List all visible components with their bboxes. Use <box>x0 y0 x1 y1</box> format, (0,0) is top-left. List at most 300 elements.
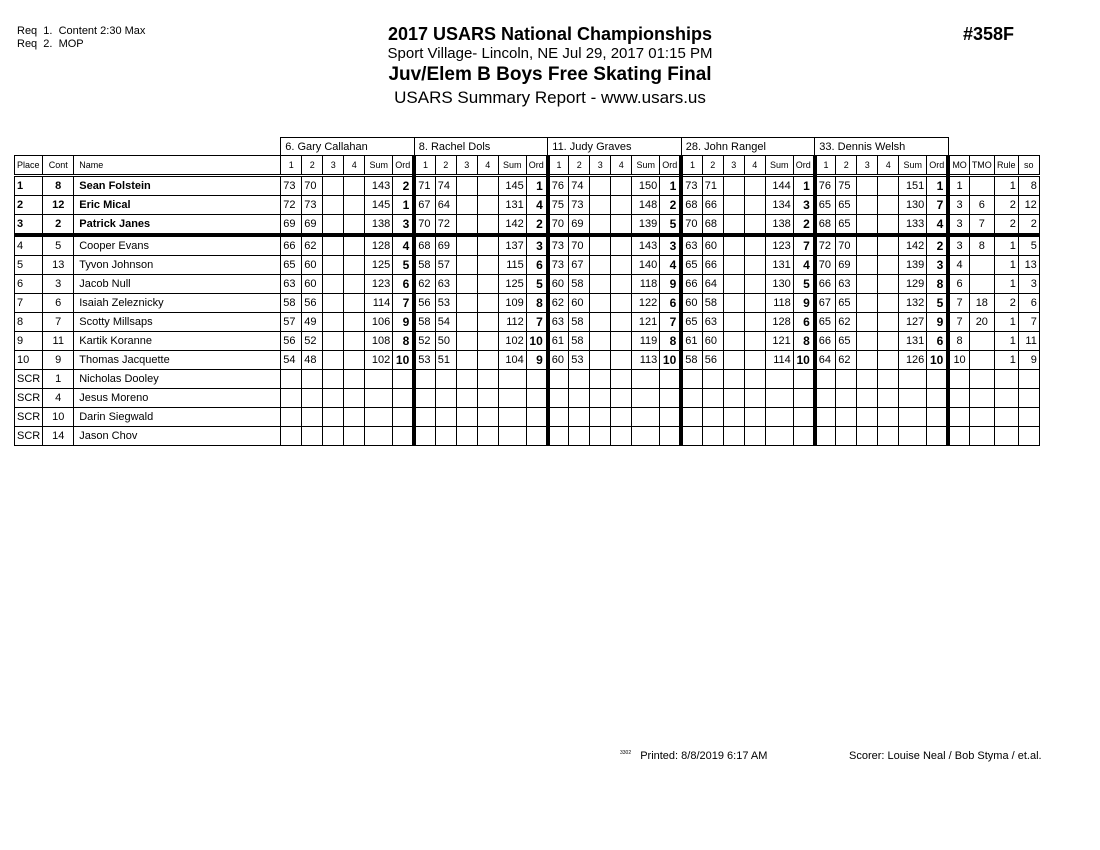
place: 3 <box>15 215 43 236</box>
place: 9 <box>15 332 43 351</box>
judge-sum: 138 <box>765 215 793 236</box>
judge-score <box>857 235 878 256</box>
judge-score: 52 <box>414 332 435 351</box>
judge-sum <box>365 427 393 446</box>
judge-score <box>456 351 477 370</box>
judge-score: 65 <box>681 313 702 332</box>
col-header-judge-2: 2 <box>302 156 323 176</box>
judge-score: 57 <box>281 313 302 332</box>
judge-score <box>836 370 857 389</box>
judge-score: 76 <box>815 176 836 196</box>
col-header-judge-2: 2 <box>569 156 590 176</box>
judge-score <box>323 176 344 196</box>
requirement-1: Req 1. Content 2:30 Max <box>17 25 146 37</box>
col-header-place: Place <box>15 156 43 176</box>
judge-score: 54 <box>281 351 302 370</box>
judge-name: 11. Judy Graves <box>548 138 682 156</box>
judge-score <box>611 196 632 215</box>
judge-score: 60 <box>569 294 590 313</box>
judge-score <box>323 351 344 370</box>
skater-row <box>15 215 1040 236</box>
judge-sum <box>365 389 393 408</box>
judge-ordinal: 8 <box>927 275 949 294</box>
judge-score <box>414 389 435 408</box>
judge-name: 28. John Rangel <box>681 138 815 156</box>
contestant-number: 8 <box>43 176 74 196</box>
skater-name: Sean Folstein <box>74 176 281 196</box>
judge-sum: 114 <box>765 351 793 370</box>
judge-ordinal: 4 <box>660 256 682 275</box>
judge-score: 57 <box>435 256 456 275</box>
judge-ordinal: 4 <box>927 215 949 236</box>
col-header-name: Name <box>74 156 281 176</box>
judge-score <box>611 313 632 332</box>
judge-score <box>857 275 878 294</box>
judge-sum <box>365 408 393 427</box>
skater-name: Jason Chov <box>74 427 281 446</box>
judge-score: 65 <box>836 215 857 236</box>
judge-score: 72 <box>281 196 302 215</box>
judge-score <box>435 427 456 446</box>
rule: 2 <box>994 294 1018 313</box>
skater-row <box>15 256 1040 275</box>
judge-score <box>723 313 744 332</box>
judge-ordinal: 1 <box>660 176 682 196</box>
judge-score <box>590 294 611 313</box>
judge-score <box>477 389 498 408</box>
judge-score: 63 <box>681 235 702 256</box>
judge-score <box>323 294 344 313</box>
judge-ordinal: 10 <box>526 332 548 351</box>
majority-ordinal: 6 <box>948 275 969 294</box>
judge-score <box>344 235 365 256</box>
judge-ordinal: 8 <box>393 332 415 351</box>
judge-score: 62 <box>302 235 323 256</box>
judge-sum: 139 <box>899 256 927 275</box>
judge-ordinal: 5 <box>660 215 682 236</box>
judge-score: 58 <box>281 294 302 313</box>
contestant-number: 11 <box>43 332 74 351</box>
judge-score: 56 <box>302 294 323 313</box>
judge-ordinal: 9 <box>927 313 949 332</box>
judge-score <box>744 408 765 427</box>
judge-score <box>878 389 899 408</box>
skating-order <box>1018 370 1039 389</box>
col-header-judge-ord: Ord <box>927 156 949 176</box>
judge-ordinal <box>526 370 548 389</box>
judge-score <box>456 294 477 313</box>
judge-sum: 131 <box>899 332 927 351</box>
judge-score <box>435 370 456 389</box>
majority-ordinal: 4 <box>948 256 969 275</box>
judge-sum: 125 <box>498 275 526 294</box>
col-header-cont: Cont <box>43 156 74 176</box>
judge-score: 60 <box>681 294 702 313</box>
judge-score <box>744 176 765 196</box>
judge-sum: 145 <box>365 196 393 215</box>
judge-score <box>857 256 878 275</box>
judge-sum <box>765 389 793 408</box>
judge-score <box>857 294 878 313</box>
judge-score <box>857 427 878 446</box>
judge-sum <box>632 389 660 408</box>
judge-score: 66 <box>281 235 302 256</box>
judge-score: 63 <box>702 313 723 332</box>
skater-row <box>15 196 1040 215</box>
judge-score: 65 <box>681 256 702 275</box>
judge-score <box>681 408 702 427</box>
judge-score <box>302 408 323 427</box>
judge-score: 56 <box>414 294 435 313</box>
skater-name: Kartik Koranne <box>74 332 281 351</box>
judge-score <box>857 215 878 236</box>
rule: 1 <box>994 332 1018 351</box>
judge-ordinal <box>393 427 415 446</box>
judge-sum: 130 <box>899 196 927 215</box>
judge-score <box>569 408 590 427</box>
judge-ordinal: 1 <box>393 196 415 215</box>
judge-score <box>815 389 836 408</box>
judge-score <box>590 427 611 446</box>
judge-sum: 115 <box>498 256 526 275</box>
judge-sum: 143 <box>365 176 393 196</box>
col-header-judge-3: 3 <box>456 156 477 176</box>
skater-name: Cooper Evans <box>74 235 281 256</box>
judge-ordinal <box>393 389 415 408</box>
judge-score <box>723 275 744 294</box>
blank-cell <box>948 138 1039 156</box>
judge-score <box>590 408 611 427</box>
judge-sum: 151 <box>899 176 927 196</box>
judge-ordinal: 5 <box>526 275 548 294</box>
judge-score: 63 <box>836 275 857 294</box>
col-header-judge-sum: Sum <box>765 156 793 176</box>
judge-score: 60 <box>302 256 323 275</box>
judge-score: 61 <box>548 332 569 351</box>
majority-ordinal: 10 <box>948 351 969 370</box>
skating-order: 3 <box>1018 275 1039 294</box>
judge-score: 73 <box>302 196 323 215</box>
judge-score <box>281 389 302 408</box>
judge-sum: 127 <box>899 313 927 332</box>
judge-score <box>477 370 498 389</box>
place: 2 <box>15 196 43 215</box>
judge-score <box>744 294 765 313</box>
judge-score <box>681 427 702 446</box>
judge-score: 58 <box>414 256 435 275</box>
judge-score: 69 <box>435 235 456 256</box>
judge-sum <box>765 408 793 427</box>
judge-sum <box>632 408 660 427</box>
skating-order: 8 <box>1018 176 1039 196</box>
judge-score: 69 <box>281 215 302 236</box>
judge-score <box>344 275 365 294</box>
blank-cell <box>15 138 281 156</box>
judge-score <box>723 351 744 370</box>
judge-score <box>590 275 611 294</box>
col-header-judge-sum: Sum <box>899 156 927 176</box>
judge-score <box>323 332 344 351</box>
judge-ordinal <box>927 427 949 446</box>
total-majority-ordinal <box>969 256 994 275</box>
judge-score: 62 <box>414 275 435 294</box>
contestant-number: 3 <box>43 275 74 294</box>
judge-sum: 118 <box>632 275 660 294</box>
judge-ordinal <box>927 408 949 427</box>
place: 1 <box>15 176 43 196</box>
judge-score: 65 <box>836 332 857 351</box>
rule: 1 <box>994 176 1018 196</box>
col-header-judge-2: 2 <box>435 156 456 176</box>
judge-score: 75 <box>836 176 857 196</box>
contestant-number: 4 <box>43 389 74 408</box>
judge-score: 54 <box>435 313 456 332</box>
skater-row <box>15 235 1040 256</box>
contestant-number: 9 <box>43 351 74 370</box>
judge-score <box>414 427 435 446</box>
judge-score <box>702 370 723 389</box>
judge-score <box>878 215 899 236</box>
judge-score <box>323 427 344 446</box>
judge-ordinal <box>660 370 682 389</box>
scorer-info: Scorer: Louise Neal / Bob Styma / et.al. <box>849 750 1042 762</box>
printed-info <box>620 750 767 762</box>
judge-score <box>611 370 632 389</box>
judge-score <box>611 294 632 313</box>
judge-ordinal: 10 <box>393 351 415 370</box>
col-header-judge-ord: Ord <box>793 156 815 176</box>
judge-score <box>344 294 365 313</box>
judge-sum: 145 <box>498 176 526 196</box>
place: 8 <box>15 313 43 332</box>
judge-score: 69 <box>302 215 323 236</box>
footer-mark: 3302 <box>620 750 632 756</box>
judge-score: 58 <box>569 275 590 294</box>
rule: 1 <box>994 313 1018 332</box>
skater-row <box>15 427 1040 446</box>
judge-sum <box>632 370 660 389</box>
judge-sum: 142 <box>899 235 927 256</box>
judge-score <box>857 196 878 215</box>
judge-score <box>611 351 632 370</box>
judge-ordinal: 10 <box>927 351 949 370</box>
judge-sum <box>498 370 526 389</box>
judge-score: 60 <box>548 351 569 370</box>
judge-score <box>344 351 365 370</box>
judge-score: 67 <box>815 294 836 313</box>
judge-score: 68 <box>815 215 836 236</box>
judge-sum: 126 <box>899 351 927 370</box>
judge-score <box>323 370 344 389</box>
judge-score: 63 <box>548 313 569 332</box>
judge-score: 63 <box>435 275 456 294</box>
judge-score <box>702 427 723 446</box>
skater-name: Eric Mical <box>74 196 281 215</box>
judge-ordinal: 10 <box>793 351 815 370</box>
col-header-tmo: TMO <box>969 156 994 176</box>
judge-score <box>323 408 344 427</box>
judge-score: 56 <box>702 351 723 370</box>
judge-score <box>878 427 899 446</box>
skater-name: Scotty Millsaps <box>74 313 281 332</box>
judge-sum: 131 <box>498 196 526 215</box>
judge-score <box>590 215 611 236</box>
judge-score: 65 <box>836 294 857 313</box>
judge-ordinal: 7 <box>393 294 415 313</box>
contestant-number: 5 <box>43 235 74 256</box>
place: 4 <box>15 235 43 256</box>
col-header-judge-3: 3 <box>857 156 878 176</box>
judge-sum <box>365 370 393 389</box>
col-header-judge-ord: Ord <box>393 156 415 176</box>
judge-score <box>477 196 498 215</box>
judge-sum: 130 <box>765 275 793 294</box>
col-header-judge-1: 1 <box>414 156 435 176</box>
requirement-2: Req 2. MOP <box>17 38 84 50</box>
judge-score <box>723 370 744 389</box>
judge-score <box>723 427 744 446</box>
col-header-judge-3: 3 <box>590 156 611 176</box>
total-majority-ordinal <box>969 370 994 389</box>
report-subtitle: USARS Summary Report - www.usars.us <box>394 88 706 107</box>
skating-order: 11 <box>1018 332 1039 351</box>
skating-order <box>1018 408 1039 427</box>
judge-score <box>878 408 899 427</box>
majority-ordinal: 3 <box>948 215 969 236</box>
col-header-judge-1: 1 <box>815 156 836 176</box>
judge-score: 58 <box>569 332 590 351</box>
judge-score: 58 <box>702 294 723 313</box>
contestant-number: 14 <box>43 427 74 446</box>
judge-score: 53 <box>569 351 590 370</box>
judge-sum: 102 <box>365 351 393 370</box>
skating-order <box>1018 427 1039 446</box>
judge-sum: 121 <box>765 332 793 351</box>
judge-score: 63 <box>281 275 302 294</box>
judge-score <box>611 256 632 275</box>
judge-score <box>611 389 632 408</box>
judge-score <box>744 235 765 256</box>
judge-score: 70 <box>569 235 590 256</box>
skater-name: Jesus Moreno <box>74 389 281 408</box>
judge-sum: 128 <box>765 313 793 332</box>
judge-sum: 129 <box>899 275 927 294</box>
col-header-judge-1: 1 <box>681 156 702 176</box>
judge-sum: 140 <box>632 256 660 275</box>
majority-ordinal: 7 <box>948 294 969 313</box>
judge-score: 58 <box>681 351 702 370</box>
judge-score <box>344 408 365 427</box>
judge-score: 70 <box>548 215 569 236</box>
judge-score <box>836 427 857 446</box>
judge-score: 58 <box>569 313 590 332</box>
total-majority-ordinal: 7 <box>969 215 994 236</box>
judge-sum <box>899 408 927 427</box>
judge-score: 73 <box>569 196 590 215</box>
judge-score: 66 <box>815 332 836 351</box>
judge-sum: 122 <box>632 294 660 313</box>
event-number: #358F <box>963 24 1015 44</box>
judge-score <box>857 176 878 196</box>
judge-ordinal: 3 <box>793 196 815 215</box>
rule: 1 <box>994 235 1018 256</box>
judge-score: 53 <box>414 351 435 370</box>
total-majority-ordinal <box>969 176 994 196</box>
judge-sum: 134 <box>765 196 793 215</box>
judge-ordinal <box>393 370 415 389</box>
contestant-number: 13 <box>43 256 74 275</box>
judge-ordinal <box>526 427 548 446</box>
judge-sum <box>632 427 660 446</box>
majority-ordinal: 7 <box>948 313 969 332</box>
total-majority-ordinal <box>969 389 994 408</box>
judge-score <box>302 389 323 408</box>
judge-ordinal <box>660 408 682 427</box>
judge-score: 71 <box>414 176 435 196</box>
judge-ordinal: 2 <box>526 215 548 236</box>
judge-score: 58 <box>414 313 435 332</box>
rule: 2 <box>994 215 1018 236</box>
judge-score: 70 <box>836 235 857 256</box>
judge-score: 64 <box>702 275 723 294</box>
judge-ordinal: 9 <box>793 294 815 313</box>
rule: 1 <box>994 351 1018 370</box>
judge-sum: 150 <box>632 176 660 196</box>
judge-score: 49 <box>302 313 323 332</box>
judge-ordinal <box>660 427 682 446</box>
majority-ordinal: 8 <box>948 332 969 351</box>
judge-score <box>681 370 702 389</box>
judge-score: 66 <box>815 275 836 294</box>
col-header-judge-3: 3 <box>323 156 344 176</box>
judge-score <box>723 332 744 351</box>
judge-score <box>723 294 744 313</box>
col-header-judge-ord: Ord <box>660 156 682 176</box>
judge-sum: 108 <box>365 332 393 351</box>
report-header <box>340 24 760 109</box>
judge-sum: 142 <box>498 215 526 236</box>
judge-ordinal: 2 <box>660 196 682 215</box>
judge-ordinal: 9 <box>660 275 682 294</box>
judge-name: 6. Gary Callahan <box>281 138 415 156</box>
judge-score <box>569 370 590 389</box>
judge-ordinal: 7 <box>793 235 815 256</box>
majority-ordinal: 3 <box>948 196 969 215</box>
judge-score <box>744 389 765 408</box>
judge-score: 70 <box>815 256 836 275</box>
judge-name: 33. Dennis Welsh <box>815 138 949 156</box>
judge-score: 67 <box>569 256 590 275</box>
judge-score <box>456 313 477 332</box>
contestant-number: 10 <box>43 408 74 427</box>
col-header-judge-4: 4 <box>744 156 765 176</box>
skater-name: Patrick Janes <box>74 215 281 236</box>
place: SCR <box>15 427 43 446</box>
skater-row <box>15 176 1040 196</box>
judge-score <box>857 332 878 351</box>
judge-score <box>456 408 477 427</box>
contestant-number: 6 <box>43 294 74 313</box>
judge-ordinal: 6 <box>526 256 548 275</box>
judge-ordinal: 1 <box>526 176 548 196</box>
judges-header-row <box>15 138 1040 156</box>
judge-score <box>477 351 498 370</box>
col-header-judge-2: 2 <box>702 156 723 176</box>
judge-score <box>857 313 878 332</box>
judge-score <box>344 370 365 389</box>
judge-sum <box>899 389 927 408</box>
requirements <box>17 25 145 51</box>
